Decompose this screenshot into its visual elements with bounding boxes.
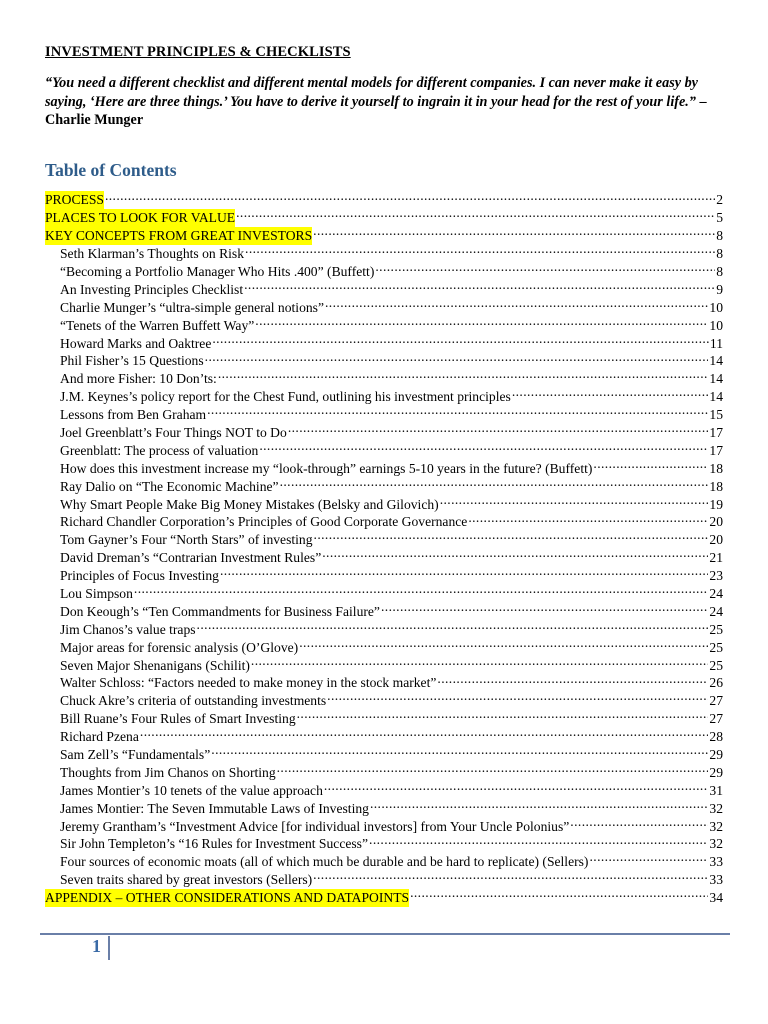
- toc-entry-page[interactable]: 14: [709, 353, 723, 369]
- document-title: INVESTMENT PRINCIPLES & CHECKLISTS: [45, 44, 351, 60]
- toc-dot-leader: [220, 562, 708, 580]
- toc-dot-leader: [299, 634, 708, 652]
- toc-entry-label[interactable]: PROCESS: [45, 192, 104, 208]
- footer-page-number: 1: [92, 936, 101, 956]
- toc-entry-page[interactable]: 5: [716, 210, 723, 226]
- toc-dot-leader: [251, 652, 709, 670]
- toc-entry-page[interactable]: 31: [709, 782, 723, 798]
- toc-entry-label[interactable]: Bill Ruane’s Four Rules of Smart Investing: [60, 711, 296, 727]
- toc-entry-label[interactable]: Principles of Focus Investing: [60, 568, 219, 584]
- toc-entry-label[interactable]: James Montier: The Seven Immutable Laws of Investing: [60, 800, 369, 816]
- toc-entry-label[interactable]: Four sources of economic moats (all of which much be durable and be hard to replicate) (Sellers): [60, 854, 589, 870]
- toc-entry-label[interactable]: Walter Schloss: “Factors needed to make money in the stock market”: [60, 675, 437, 691]
- toc-entry-label[interactable]: Jim Chanos’s value traps: [60, 621, 196, 637]
- toc-entry-label[interactable]: Lessons from Ben Graham: [60, 407, 207, 423]
- toc-entry[interactable]: [45, 187, 723, 208]
- toc-entry-page[interactable]: 8: [716, 246, 723, 262]
- toc-entry-page[interactable]: 10: [709, 317, 723, 333]
- toc-dot-leader: [369, 831, 708, 849]
- quote-attribution: – Charlie Munger: [45, 93, 707, 128]
- toc-entry-label[interactable]: Phil Fisher’s 15 Questions: [60, 353, 204, 369]
- toc-entry-label[interactable]: Richard Chandler Corporation’s Principles of Good Corporate Governance: [60, 514, 468, 530]
- toc-dot-leader: [244, 276, 715, 294]
- toc-dot-leader: [211, 741, 708, 759]
- toc-entry-label[interactable]: Ray Dalio on “The Economic Machine”: [60, 478, 279, 494]
- toc-entry-page[interactable]: 29: [709, 764, 723, 780]
- toc-entry-label[interactable]: Sir John Templeton’s “16 Rules for Investment Success”: [60, 836, 369, 852]
- toc-entry-page[interactable]: 15: [709, 407, 723, 423]
- toc-entry-label[interactable]: An Investing Principles Checklist: [60, 281, 244, 297]
- toc-entry-page[interactable]: 9: [716, 281, 723, 297]
- toc-dot-leader: [437, 670, 708, 688]
- toc-entry-page[interactable]: 17: [709, 442, 723, 458]
- toc-entry-label[interactable]: Seven Major Shenanigans (Schilit): [60, 657, 250, 673]
- toc-entry-page[interactable]: 23: [709, 568, 723, 584]
- toc-entry-label[interactable]: James Montier’s 10 tenets of the value approach: [60, 782, 323, 798]
- toc-dot-leader: [593, 455, 708, 473]
- toc-dot-leader: [410, 884, 708, 902]
- toc-dot-leader: [236, 204, 715, 222]
- toc-dot-leader: [197, 616, 709, 634]
- toc-entry-label[interactable]: Thoughts from Jim Chanos on Shorting: [60, 764, 276, 780]
- toc-dot-leader: [259, 437, 708, 455]
- toc-entry-label[interactable]: Tom Gayner’s Four “North Stars” of investing: [60, 532, 313, 548]
- toc-entry-label[interactable]: Howard Marks and Oaktree: [60, 335, 212, 351]
- toc-dot-leader: [105, 187, 715, 205]
- toc-entry-page[interactable]: 24: [709, 603, 723, 619]
- toc-entry-label[interactable]: J.M. Keynes’s policy report for the Chest Fund, outlining his investment principles: [60, 389, 511, 405]
- toc-dot-leader: [134, 580, 709, 598]
- toc-dot-leader: [205, 348, 709, 366]
- toc-entry[interactable]: [45, 204, 723, 226]
- toc-entry-page[interactable]: 10: [709, 299, 723, 315]
- toc-entry-page[interactable]: 8: [716, 228, 723, 244]
- toc-dot-leader: [277, 759, 709, 777]
- toc-entry-label[interactable]: Lou Simpson: [60, 585, 133, 601]
- toc-entry-page[interactable]: 20: [709, 532, 723, 548]
- toc-dot-leader: [325, 294, 708, 312]
- toc-entry-label[interactable]: “Becoming a Portfolio Manager Who Hits .400” (Buffett): [60, 263, 375, 279]
- toc-entry-page[interactable]: 27: [709, 711, 723, 727]
- toc-entry-page[interactable]: 2: [716, 192, 723, 208]
- toc-dot-leader: [280, 473, 709, 491]
- toc-entry-label[interactable]: Don Keough’s “Ten Commandments for Business Failure”: [60, 603, 380, 619]
- toc-entry-page[interactable]: 28: [709, 729, 723, 745]
- toc-entry-label[interactable]: Charlie Munger’s “ultra-simple general notions”: [60, 299, 324, 315]
- toc-entry[interactable]: [45, 741, 723, 762]
- toc-entry-page[interactable]: 25: [709, 621, 723, 637]
- toc-dot-leader: [313, 222, 715, 240]
- toc-entry-label[interactable]: How does this investment increase my “look-through” earnings 5-10 years in the future? (Buffett): [60, 460, 593, 476]
- toc-dot-leader: [440, 491, 709, 509]
- toc-entry-page[interactable]: 20: [709, 514, 723, 530]
- toc-entry-label[interactable]: Why Smart People Make Big Money Mistakes (Belsky and Gilovich): [60, 496, 439, 512]
- toc-entry-label[interactable]: Seven traits shared by great investors (Sellers): [60, 872, 313, 888]
- toc-entry-page[interactable]: 11: [709, 335, 723, 351]
- toc-entry-page[interactable]: 25: [709, 657, 723, 673]
- toc-entry-label[interactable]: KEY CONCEPTS FROM GREAT INVESTORS: [45, 228, 313, 244]
- toc-entry-label[interactable]: “Tenets of the Warren Buffett Way”: [60, 317, 255, 333]
- quote-text: “You need a different checklist and different mental models for different companies. I can never make it easy by saying, ‘Here are three things.’ You have to derive it yourself to ingrain it in your head for the rest of your life.”: [45, 75, 698, 110]
- toc-entry-page[interactable]: 33: [709, 872, 723, 888]
- toc-dot-leader: [512, 383, 709, 401]
- toc-entry-page[interactable]: 29: [709, 747, 723, 762]
- toc-dot-leader: [245, 240, 715, 258]
- toc-entry-page[interactable]: 14: [709, 371, 723, 387]
- toc-dot-leader: [589, 848, 708, 866]
- toc-entry[interactable]: [45, 580, 723, 601]
- toc-entry-label[interactable]: Joel Greenblatt’s Four Things NOT to Do: [60, 424, 287, 440]
- toc-entry-page[interactable]: 25: [709, 639, 723, 655]
- toc-dot-leader: [140, 723, 709, 741]
- footer-divider: [108, 936, 110, 960]
- toc-entry-label[interactable]: Chuck Akre’s criteria of outstanding investments: [60, 693, 327, 709]
- toc-entry-label[interactable]: Jeremy Grantham’s “Investment Advice [for individual investors] from Your Uncle Polonius”: [60, 818, 570, 834]
- toc-entry-label[interactable]: David Dreman’s “Contrarian Investment Rules”: [60, 550, 322, 566]
- toc-entry-label[interactable]: Major areas for forensic analysis (O’Glove): [60, 639, 299, 655]
- toc-dot-leader: [297, 705, 709, 723]
- toc-heading: Table of Contents: [45, 159, 177, 180]
- toc-entry[interactable]: [45, 598, 723, 619]
- toc-entry[interactable]: [45, 723, 723, 745]
- toc-entry-page[interactable]: 8: [716, 263, 723, 279]
- toc-entry-page[interactable]: 32: [709, 818, 723, 834]
- toc-entry-label[interactable]: Greenblatt: The process of valuation: [60, 442, 259, 458]
- toc-entry-page[interactable]: 32: [709, 800, 723, 816]
- opening-quote: [45, 74, 723, 130]
- toc-entry-label[interactable]: Richard Pzena: [60, 729, 139, 745]
- toc-entry-page[interactable]: 26: [709, 675, 723, 691]
- toc-dot-leader: [327, 687, 708, 705]
- toc-entry-label[interactable]: PLACES TO LOOK FOR VALUE: [45, 210, 236, 226]
- toc-dot-leader: [570, 813, 708, 831]
- toc-entry-page[interactable]: 14: [709, 389, 723, 405]
- toc-entry-page[interactable]: 21: [709, 550, 723, 566]
- document-page: [45, 44, 723, 906]
- footer-rule: [40, 933, 730, 935]
- table-of-contents: [45, 187, 723, 906]
- toc-dot-leader: [322, 544, 708, 562]
- toc-entry-page[interactable]: 18: [709, 478, 723, 494]
- toc-entry-page[interactable]: 34: [709, 890, 723, 906]
- toc-entry-page[interactable]: 32: [709, 836, 723, 852]
- toc-entry-page[interactable]: 19: [709, 496, 723, 512]
- toc-entry-page[interactable]: 17: [709, 424, 723, 440]
- toc-dot-leader: [314, 526, 709, 544]
- toc-entry-page[interactable]: 27: [709, 693, 723, 709]
- toc-dot-leader: [324, 777, 709, 795]
- toc-dot-leader: [255, 312, 708, 330]
- toc-entry-label[interactable]: Seth Klarman’s Thoughts on Risk: [60, 246, 245, 262]
- toc-dot-leader: [288, 419, 709, 437]
- toc-entry-label[interactable]: APPENDIX – OTHER CONSIDERATIONS AND DATAPOINTS: [45, 890, 410, 906]
- toc-dot-leader: [212, 330, 709, 348]
- toc-entry-label[interactable]: And more Fisher: 10 Don’ts:: [60, 371, 217, 387]
- toc-dot-leader: [381, 598, 708, 616]
- toc-dot-leader: [218, 365, 709, 383]
- toc-entry-label[interactable]: Sam Zell’s “Fundamentals”: [60, 747, 211, 762]
- toc-entry-page[interactable]: 18: [709, 460, 723, 476]
- toc-dot-leader: [313, 866, 708, 884]
- toc-entry-page[interactable]: 33: [709, 854, 723, 870]
- toc-dot-leader: [468, 509, 708, 527]
- toc-dot-leader: [370, 795, 708, 813]
- toc-entry-page[interactable]: 24: [709, 585, 723, 601]
- toc-dot-leader: [375, 258, 715, 276]
- toc-dot-leader: [207, 401, 708, 419]
